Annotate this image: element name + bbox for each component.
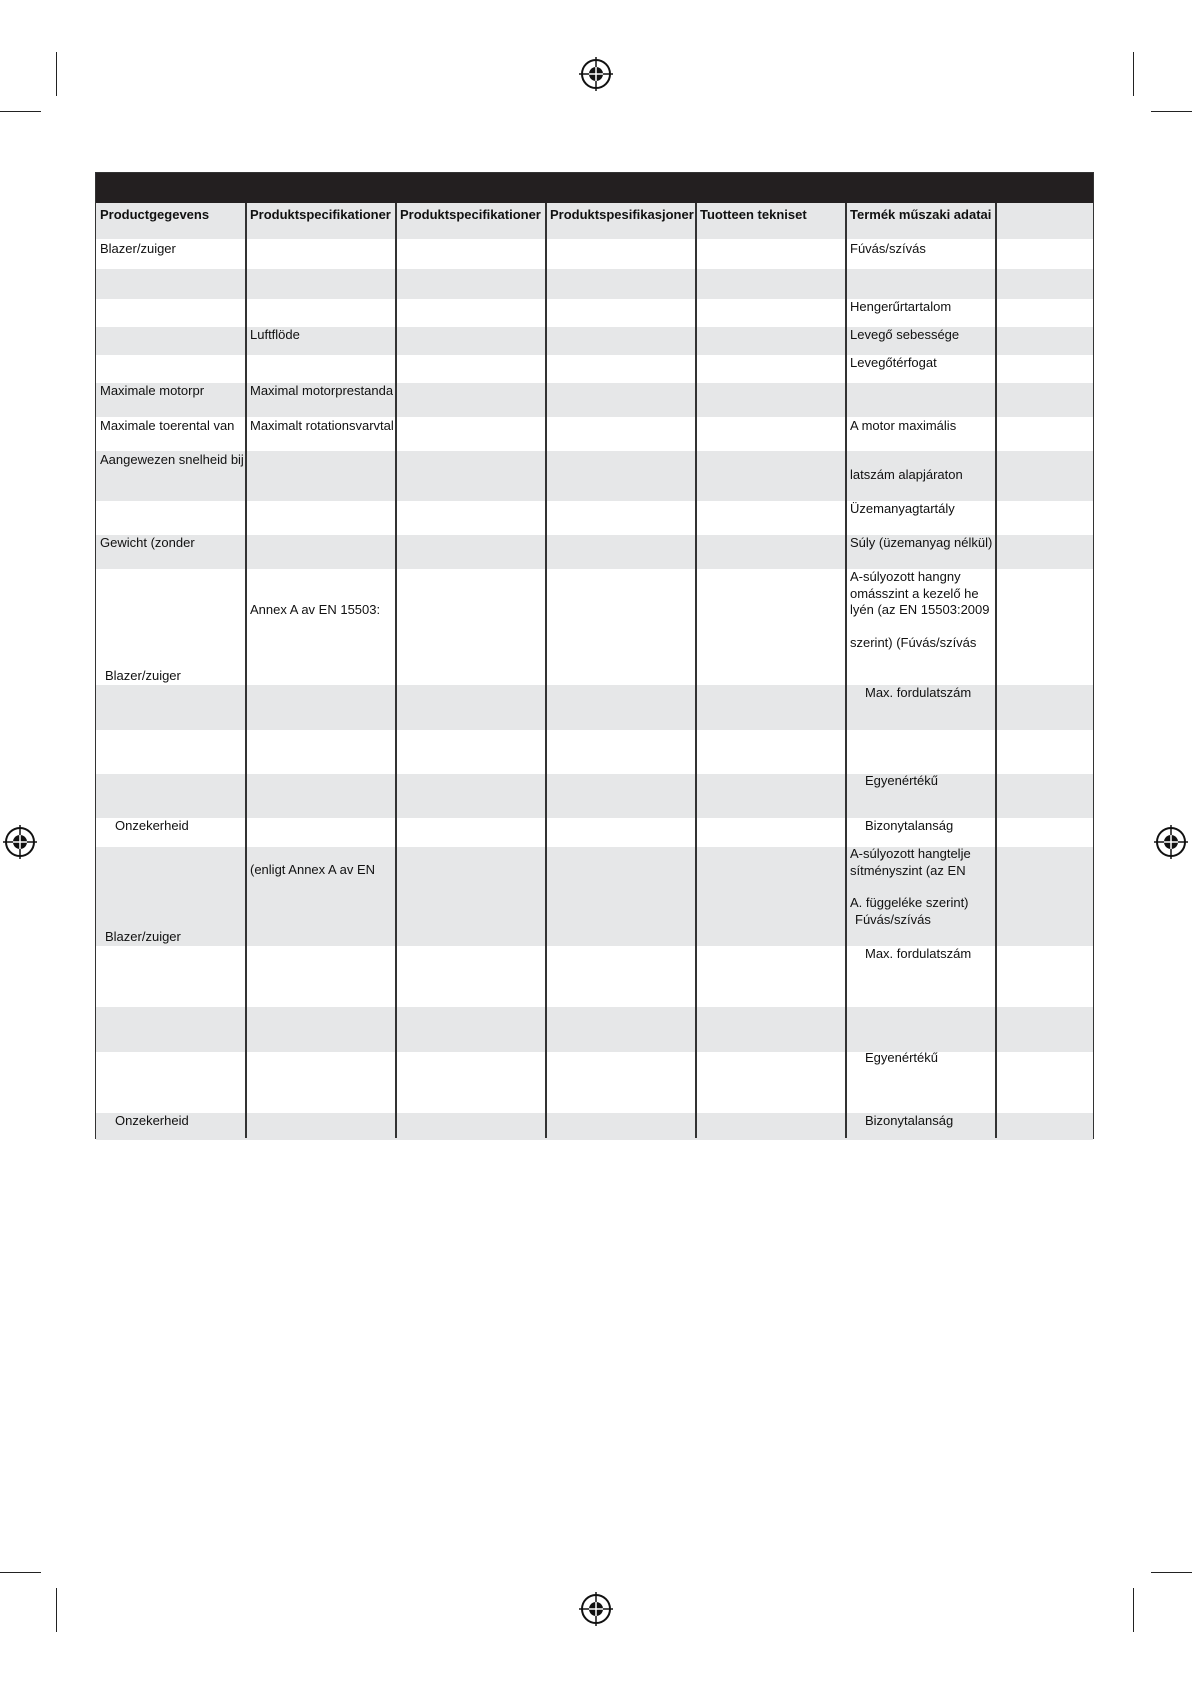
column-header-danish: Produktspecifikationer bbox=[400, 207, 541, 222]
crop-mark-top-left-horizontal bbox=[0, 111, 41, 112]
cell-aangewezen-snelheid: Aangewezen snelheid bij bbox=[100, 452, 244, 467]
cell-a-sulyozott-2-line-1: A-súlyozott hangtelje bbox=[850, 846, 971, 861]
cell-uzemanyagtartaly: Üzemanyagtartály bbox=[850, 501, 955, 516]
column-divider bbox=[845, 203, 847, 1138]
cell-maximale-toerental: Maximale toerental van bbox=[100, 418, 235, 433]
cell-blazer-zuiger: Blazer/zuiger bbox=[100, 241, 176, 256]
cell-max-fordulatszam: Max. fordulatszám bbox=[865, 685, 972, 700]
cell-onzekerheid-2: Onzekerheid bbox=[115, 1113, 189, 1128]
spec-table bbox=[95, 172, 1094, 1139]
cell-blazer-zuiger-2: Blazer/zuiger bbox=[105, 668, 181, 683]
cell-suly: Súly (üzemanyag nélkül) bbox=[850, 535, 993, 550]
crop-mark-top-right-vertical bbox=[1133, 52, 1134, 96]
crop-mark-bottom-right-horizontal bbox=[1151, 1572, 1192, 1573]
cell-onzekerheid: Onzekerheid bbox=[115, 818, 189, 833]
column-divider bbox=[545, 203, 547, 1138]
cell-a-sulyozott-line-3: lyén (az EN 15503:2009 bbox=[850, 602, 990, 617]
cell-levegoterfogat: Levegőtérfogat bbox=[850, 355, 937, 370]
cell-a-fuggeleke: A. függeléke szerint) bbox=[850, 895, 969, 910]
cell-a-sulyozott-line-1: A-súlyozott hangny bbox=[850, 569, 961, 584]
cell-gewicht-zonder: Gewicht (zonder bbox=[100, 535, 195, 550]
cell-bizonytalansag-2: Bizonytalanság bbox=[865, 1113, 954, 1128]
column-header-finnish: Tuotteen tekniset bbox=[700, 207, 807, 222]
crop-mark-bottom-right-vertical bbox=[1133, 1588, 1134, 1632]
table-top-bar bbox=[96, 173, 1093, 203]
column-header-hungarian: Termék műszaki adatai bbox=[850, 207, 992, 222]
registration-mark-bottom-icon bbox=[579, 1592, 613, 1626]
cell-annex-a: Annex A av EN 15503: bbox=[250, 602, 381, 617]
cell-egyenerteku-2: Egyenértékű bbox=[865, 1050, 938, 1065]
cell-a-motor-maximalis: A motor maximális bbox=[850, 418, 957, 433]
cell-latszam-alapjaraton: latszám alapjáraton bbox=[850, 467, 963, 482]
cell-blazer-zuiger-3: Blazer/zuiger bbox=[105, 929, 181, 944]
cell-maximal-motorprestanda: Maximal motorprestanda bbox=[250, 383, 394, 398]
column-header-dutch: Productgegevens bbox=[100, 207, 210, 222]
crop-mark-bottom-left-vertical bbox=[56, 1588, 57, 1632]
cell-bizonytalansag: Bizonytalanság bbox=[865, 818, 954, 833]
crop-mark-top-left-vertical bbox=[56, 52, 57, 96]
cell-hengerurtartalom: Hengerűrtartalom bbox=[850, 299, 952, 314]
cell-maximalt-rotationsvarvtal: Maximalt rotationsvarvtal bbox=[250, 418, 394, 433]
crop-mark-bottom-left-horizontal bbox=[0, 1572, 41, 1573]
cell-egyenerteku: Egyenértékű bbox=[865, 773, 938, 788]
cell-fuvas-szivas: Fúvás/szívás bbox=[850, 241, 926, 256]
cell-max-fordulatszam-2: Max. fordulatszám bbox=[865, 946, 972, 961]
column-header-norwegian: Produktspesifikasjoner bbox=[550, 207, 694, 222]
crop-mark-top-right-horizontal bbox=[1151, 111, 1192, 112]
registration-mark-top-icon bbox=[579, 57, 613, 91]
cell-maximale-motorpr: Maximale motorpr bbox=[100, 383, 205, 398]
cell-levego-sebessege: Levegő sebessége bbox=[850, 327, 960, 342]
column-divider bbox=[245, 203, 247, 1138]
cell-a-sulyozott-line-2: omásszint a kezelő he bbox=[850, 586, 979, 601]
cell-fuvas-szivas-2: Fúvás/szívás bbox=[855, 912, 931, 927]
column-divider bbox=[695, 203, 697, 1138]
column-header-swedish: Produktspecifikationer bbox=[250, 207, 391, 222]
column-divider bbox=[995, 203, 997, 1138]
cell-luftflode: Luftflöde bbox=[250, 327, 300, 342]
registration-mark-right-icon bbox=[1154, 825, 1188, 859]
column-divider bbox=[395, 203, 397, 1138]
cell-szerint-fuvas: szerint) (Fúvás/szívás bbox=[850, 635, 977, 650]
cell-enligt-annex: (enligt Annex A av EN bbox=[250, 862, 376, 877]
registration-mark-left-icon bbox=[3, 825, 37, 859]
cell-a-sulyozott-2-line-2: sítményszint (az EN bbox=[850, 863, 966, 878]
